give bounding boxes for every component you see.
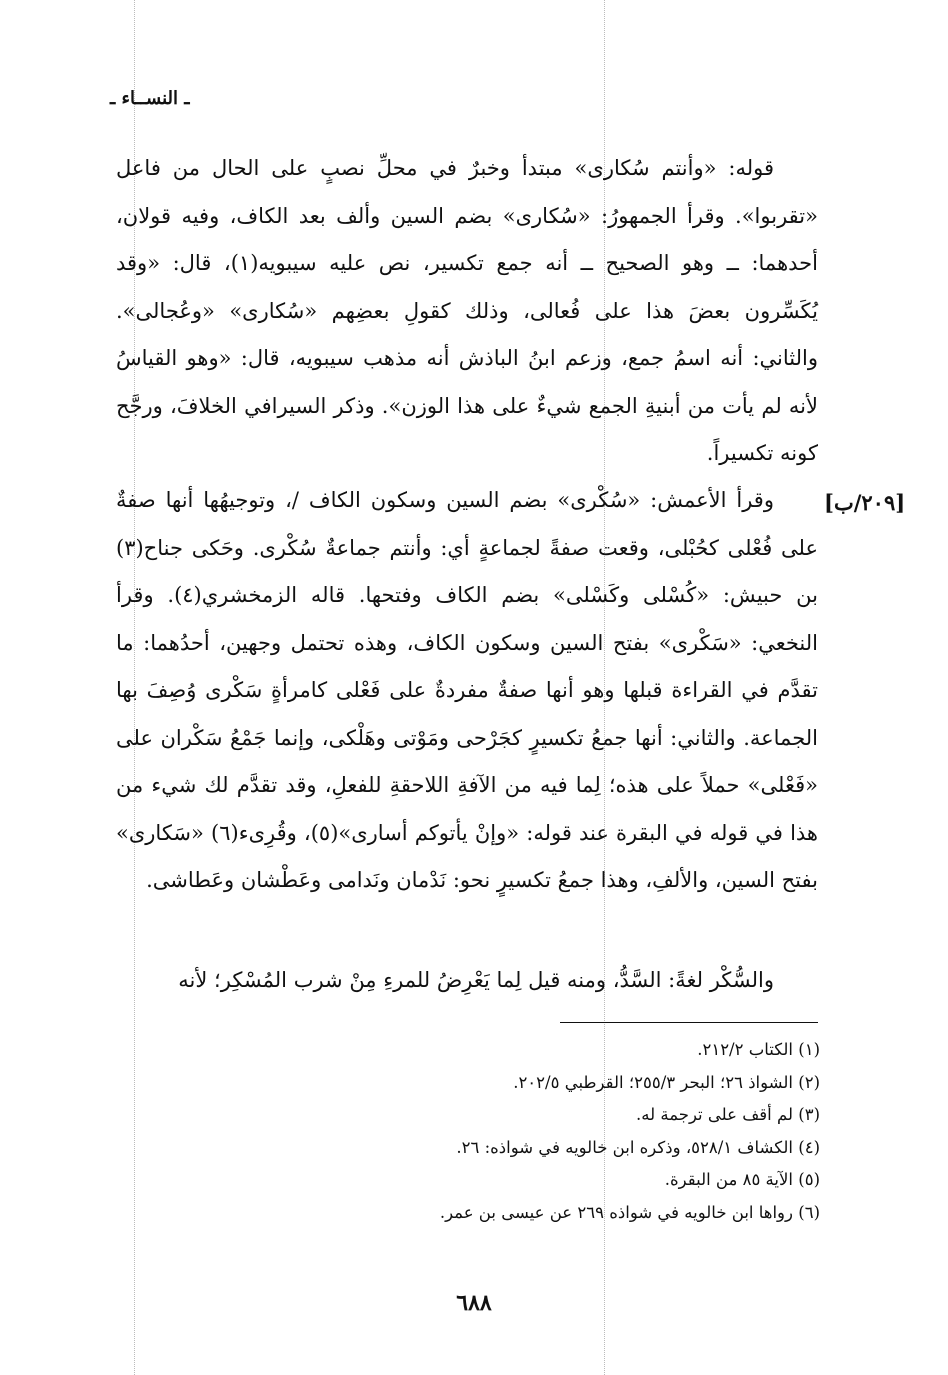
paragraph-1: [116, 145, 818, 478]
footnote-5: (٥) الآية ٨٥ من البقرة.: [664, 1170, 820, 1189]
footnotes: [280, 1034, 820, 1229]
page-number: ٦٨٨: [456, 1290, 492, 1316]
paragraph-2: [116, 477, 818, 905]
paragraph-text: قوله: «وأنتم سُكارى» مبتدأ وخبرٌ في محلِّ نصبٍ على الحال من فاعل «تقربوا». وقرأ الجمهورُ: «سُكارى» بضم السين وألف بعد الكاف، وفيه قولان، أحدهما: ــ وهو الصحيح ــ أنه جمع تكسير، نص عليه سيبويه(١)، قال: «وقد يُكَسِّرون بعضَ هذا على فُعالى، وذلك كقولِ بعضِهم «سُكارى» «وعُجالى». والثاني: أنه اسمُ جمع، وزعم ابنُ الباذش أنه مذهب سيبويه، قال: «وهو القياسُ لأنه لم يأت من أبنيةِ الجمع شيءٌ على هذا الوزن». وذكر السيرافي الخلافَ، ورجَّح كونه تكسيراً.: [116, 156, 818, 465]
paragraph-text: وقرأ الأعمش: «سُكْرى» بضم السين وسكون الكاف /، وتوجيهُها أنها صفةٌ على فُعْلى كحُبْلى، وقعت صفةً لجماعةٍ أي: وأنتم جماعةٌ سُكْرى. وحَكى جناح(٣) بن حبيش: «كُسْلى وكَسْلى» بضم الكاف وفتحها. قاله الزمخشري(٤). وقرأ النخعي: «سَكْرى» بفتح السين وسكون الكاف، وهذه تحتمل وجهين، أحدُهما: ما تقدَّم في القراءة قبلها وهو أنها صفةٌ مفردةٌ على فَعْلى كامرأةٍ سَكْرى وُصِفَ بها الجماعة. والثاني: أنها جمعُ تكسيرٍ كجَرْحى ومَوْتى وهَلْكى، وإنما جَمْعُ سَكْران على «فَعْلى» حملاً على هذه؛ لِما فيه من الآفةِ اللاحقةِ للفعلِ، وقد تقدَّم لك شيء من هذا في قوله في البقرة عند قوله: «وإنْ يأتوكم أسارى»(٥)، وقُرِىء(٦) «سَكارى» بفتح السين، والألفِ، وهذا جمعُ تكسيرٍ نحو: نَدْمان ونَدامى وعَطْشان وعَطاشى.: [116, 488, 819, 892]
paragraph-3: [116, 957, 818, 1005]
footnote-4: (٤) الكشاف ٥٢٨/١، وذكره ابن خالويه في شواذه: ٢٦.: [456, 1137, 820, 1157]
footnote-1: (١) الكتاب ٢١٢/٢.: [697, 1040, 820, 1059]
footnote-6: (٦) رواها ابن خالويه في شواذه ٢٦٩ عن عيسى بن عمر.: [439, 1202, 820, 1222]
footnote-2: (٢) الشواذ ٢٦؛ البحر ٢٥٥/٣؛ القرطبي ٢٠٢/٥.: [513, 1072, 820, 1092]
footnote-3: (٣) لم أقف على ترجمة له.: [636, 1105, 820, 1124]
running-header: ـ النســاء ـ: [110, 88, 190, 109]
paragraph-text: والسُّكْر لغةً: السَّدُّ، ومنه قيل لِما يَعْرِضُ للمرءِ مِنْ شرب المُسْكِر؛ لأنه: [178, 968, 774, 992]
margin-folio-reference: [٢٠٩/ب]: [824, 490, 906, 515]
footnote-separator: [560, 1022, 818, 1023]
